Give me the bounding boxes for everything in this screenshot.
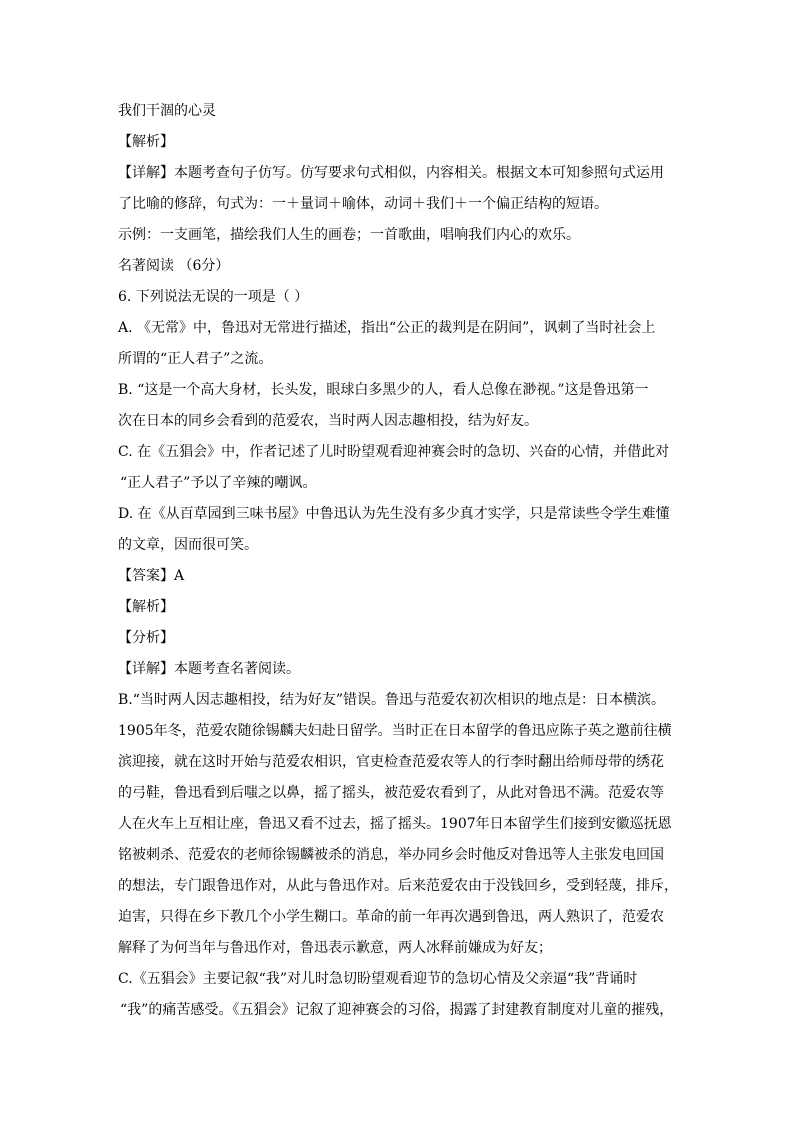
text-line: 人在火车上互相让座，鲁迅又看不过去，摇了摇头。1907年日本留学生们接到安徽巡抚恩 — [118, 816, 672, 832]
text-line: 【详解】本题考查句子仿写。仿写要求句式相似，内容相关。根据文本可知参照句式运用 — [118, 165, 664, 181]
option-c-cont: “正人君子”予以了辛辣的嘲讽。 — [120, 475, 317, 491]
text-line: “我”的痛苦感受。《五猖会》记叙了迎神赛会的习俗，揭露了封建教育制度对儿童的摧残， — [120, 1002, 674, 1018]
option-a-cont: 所谓的“正人君子”之流。 — [118, 351, 273, 367]
text-line: 滨迎接，就在这时开始与范爱农相识，官吏检查范爱农等人的行李时翻出给师母带的绣花 — [118, 754, 664, 770]
section-heading-reading: 名著阅读 （6分） — [118, 258, 230, 274]
section-heading-analysis-sub: 【分析】 — [118, 630, 174, 646]
text-line: 1905年冬，范爱农随徐锡麟夫妇赴日留学。当时正在日本留学的鲁迅应陈子英之邀前往横 — [118, 723, 672, 739]
option-a: A. 《无常》中，鲁迅对无常进行描述，指出“公正的裁判是在阴间”，讽刺了当时社会上 — [118, 320, 656, 336]
question-stem: 6. 下列说法无误的一项是（ ） — [118, 289, 309, 305]
text-line: 迫害，只得在乡下教几个小学生糊口。革命的前一年再次遇到鲁迅，两人熟识了，范爱农 — [118, 909, 664, 925]
text-line: 铭被刺杀、范爱农的老师徐锡麟被杀的消息，举办同乡会时他反对鲁迅等人主张发电回国 — [118, 847, 664, 863]
text-line: C.《五猖会》主要记叙“我”对儿时急切盼望观看迎节的急切心情及父亲逼“我”背诵时 — [118, 971, 638, 987]
section-heading-analysis: 【解析】 — [118, 599, 174, 615]
text-line: 了比喻的修辞，句式为：一＋量词＋喻体，动词＋我们＋一个偏正结构的短语。 — [118, 196, 608, 212]
option-b-cont: 次在日本的同乡会看到的范爱农，当时两人因志趣相投，结为好友。 — [118, 413, 538, 429]
text-line: 的想法，专门跟鲁迅作对，从此与鲁迅作对。后来范爱农由于没钱回乡，受到轻蔑，排斥， — [118, 878, 678, 894]
text-line: 示例：一支画笔，描绘我们人生的画卷；一首歌曲，唱响我们内心的欢乐。 — [118, 227, 580, 243]
text-line: 【详解】本题考查名著阅读。 — [118, 661, 300, 677]
text-line: 解释了为何当年与鲁迅作对，鲁迅表示歉意，两人冰释前嫌成为好友； — [118, 940, 552, 956]
option-b: B. “这是一个高大身材，长头发，眼球白多黑少的人，看人总像在渺视。”这是鲁迅第一 — [118, 382, 649, 398]
option-c: C. 在《五猖会》中，作者记述了儿时盼望观看迎神赛会时的急切、兴奋的心情，并借此对 — [118, 444, 670, 460]
text-line: 我们干涸的心灵 — [118, 103, 216, 119]
answer-line: 【答案】A — [118, 568, 185, 584]
text-line: B.“当时两人因志趣相投，结为好友”错误。鲁迅与范爱农初次相识的地点是：日本横滨。 — [118, 692, 666, 708]
option-d-cont: 的文章，因而很可笑。 — [118, 537, 258, 553]
option-d: D. 在《从百草园到三味书屋》中鲁迅认为先生没有多少真才实学，只是常读些令学生难懂 — [118, 506, 670, 522]
section-heading-analysis: 【解析】 — [118, 134, 174, 150]
text-line: 的弓鞋，鲁迅看到后嗤之以鼻，摇了摇头，被范爱农看到了，从此对鲁迅不满。范爱农等 — [118, 785, 664, 801]
